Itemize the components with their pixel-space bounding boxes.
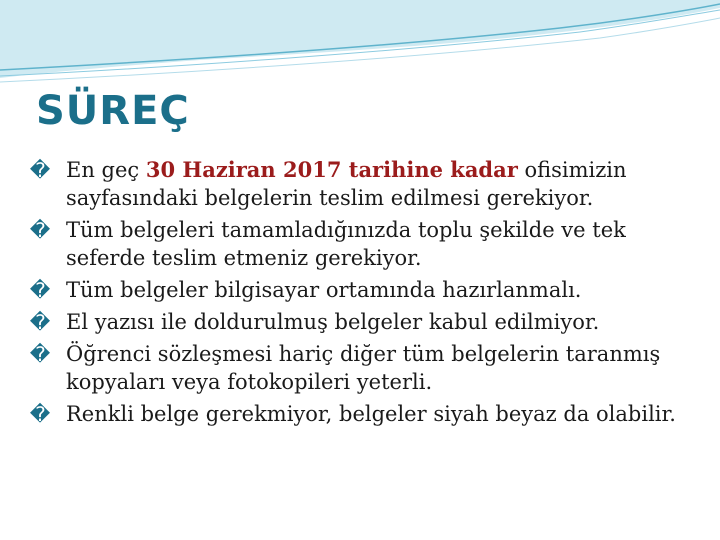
bullet-item <box>28 216 698 272</box>
replacement-glyph-icon: � <box>29 218 51 242</box>
replacement-glyph-icon: � <box>29 310 51 334</box>
bullet-item <box>28 276 698 304</box>
bullet-text-post: ofisimizin sayfasındaki belgelerin teslim edilmesi gerekiyor. <box>66 158 627 210</box>
wave-fill <box>0 0 720 78</box>
bullet-text: El yazısı ile doldurulmuş belgeler kabul edilmiyor. <box>66 310 600 334</box>
bullet-item <box>28 340 698 396</box>
bullet-item <box>28 156 698 212</box>
bullet-text-pre: En geç <box>66 158 146 182</box>
bullet-text: Öğrenci sözleşmesi hariç diğer tüm belgelerin taranmış kopyaları veya fotokopileri yeterli. <box>66 342 661 394</box>
bullet-item <box>28 308 698 336</box>
bullet-text: Tüm belgeler bilgisayar ortamında hazırlanmalı. <box>66 278 582 302</box>
highlighted-deadline: 30 Haziran 2017 tarihine kadar <box>145 157 518 182</box>
bullet-text: Tüm belgeleri tamamladığınızda toplu şekilde ve tek seferde teslim etmeniz gerekiyor. <box>66 218 626 270</box>
bullet-item <box>28 400 698 428</box>
replacement-glyph-icon: � <box>29 342 51 366</box>
replacement-glyph-icon: � <box>29 158 51 182</box>
bullet-list <box>28 156 698 432</box>
header-wave-decoration <box>0 0 720 90</box>
slide-title: SÜREÇ <box>36 88 190 134</box>
bullet-text: Renkli belge gerekmiyor, belgeler siyah beyaz da olabilir. <box>66 402 676 426</box>
replacement-glyph-icon: � <box>29 278 51 302</box>
replacement-glyph-icon: � <box>29 402 51 426</box>
